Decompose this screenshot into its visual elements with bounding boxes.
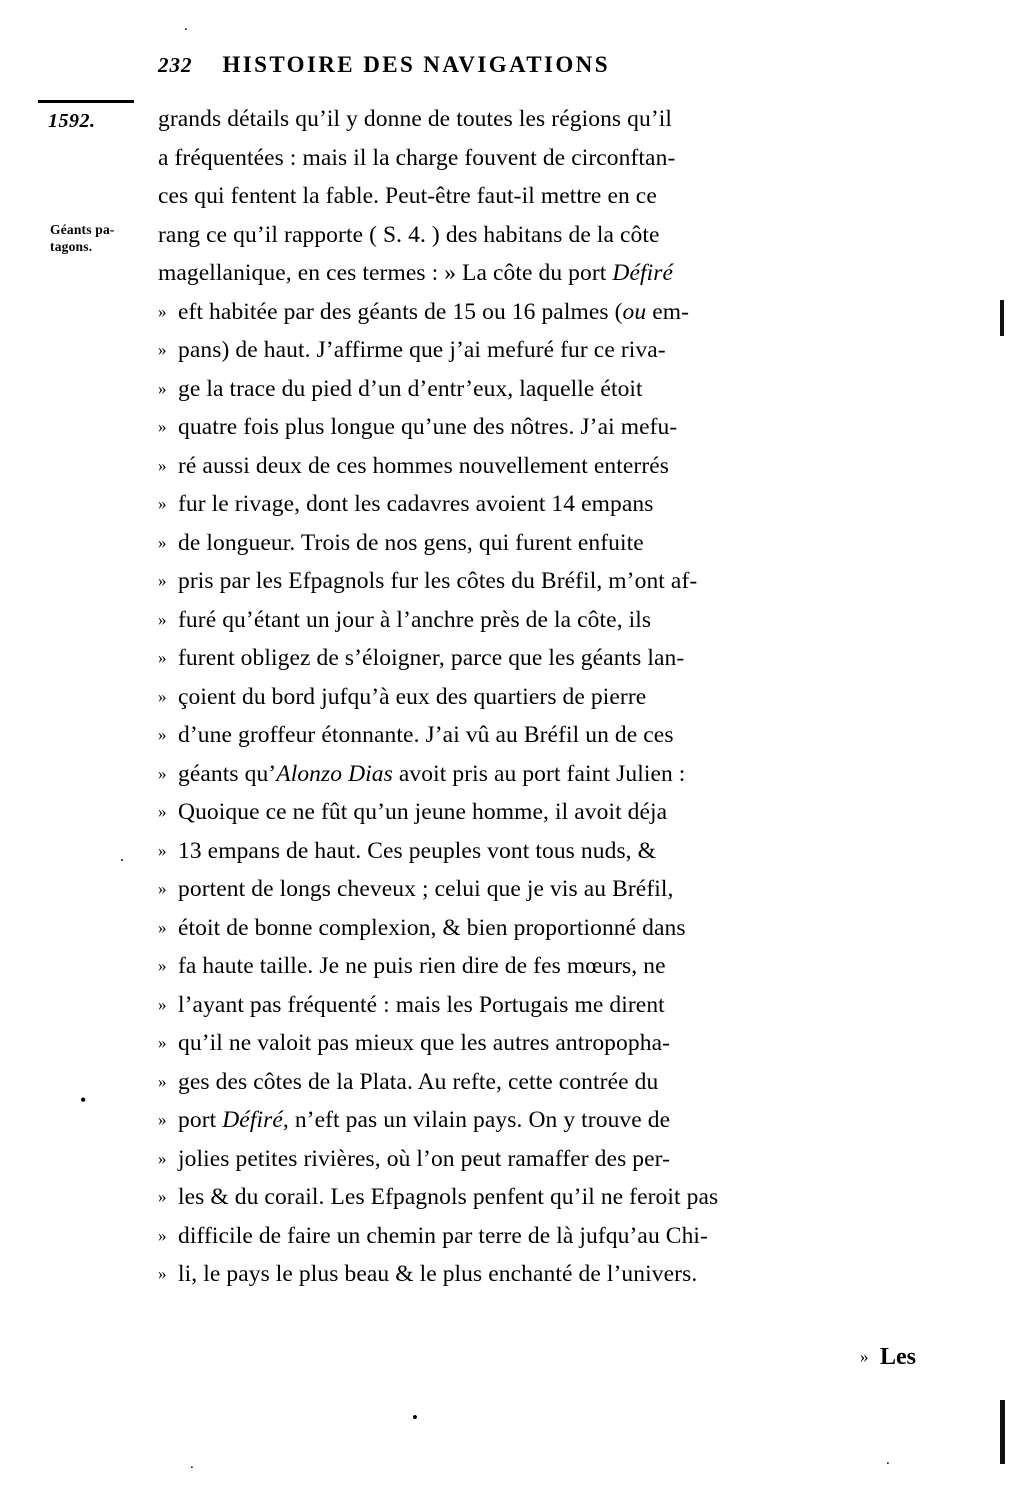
text-line xyxy=(158,1178,958,1217)
text-line-content: qu’il ne valoit pas mieux que les autres antropopha- xyxy=(178,1030,671,1056)
ink-speck-margin-2: • xyxy=(80,1090,87,1110)
quote-marker: » xyxy=(158,455,167,475)
quote-marker: » xyxy=(158,763,167,783)
text-line-content: les & du corail. Les Efpagnols penfent qu’il ne feroit pas xyxy=(178,1184,719,1210)
text-line-content: d’une groffeur étonnante. J’ai vû au Bréfil un de ces xyxy=(178,722,674,748)
text-line-content: pans) de haut. J’affirme que j’ai mefuré fur ce riva- xyxy=(178,337,666,363)
ink-speck-bottom-left: . xyxy=(190,1456,194,1472)
text-line-content: eft habitée par des géants de 15 ou 16 palmes (ou em- xyxy=(178,298,690,325)
text-line-content: difficile de faire un chemin par terre de là jufqu’au Chi- xyxy=(178,1222,708,1249)
quote-marker: » xyxy=(158,802,167,821)
quote-marker: » xyxy=(158,840,167,860)
text-line xyxy=(158,678,958,717)
page-header xyxy=(158,52,958,78)
running-title: HISTOIRE DES NAVIGATIONS xyxy=(222,52,610,77)
quote-marker: » xyxy=(158,494,167,513)
page-edge-mark-top xyxy=(1000,300,1004,336)
text-line-content: li, le pays le plus beau & le plus enchanté de l’univers. xyxy=(178,1261,698,1287)
text-line xyxy=(158,1024,958,1063)
text-line-content: portent de longs cheveux ; celui que je vis au Bréfil, xyxy=(178,876,674,902)
text-line-content: de longueur. Trois de nos gens, qui furent enfuite xyxy=(178,529,644,556)
text-line xyxy=(158,293,958,332)
text-line-content: magellanique, en ces termes : » La côte du port Défiré xyxy=(158,260,674,286)
text-line xyxy=(158,447,958,486)
text-line xyxy=(158,485,958,524)
quote-marker: » xyxy=(158,994,167,1014)
text-line-content: ré aussi deux de ces hommes nouvellement enterrés xyxy=(178,452,670,479)
text-line-content: furent obligez de s’éloigner, parce que les géants lan- xyxy=(178,645,685,671)
text-line xyxy=(158,755,958,794)
text-line xyxy=(158,909,958,948)
text-line xyxy=(158,601,958,640)
body-text xyxy=(158,100,958,1294)
text-line-content: pris par les Efpagnols fur les côtes du Bréfil, m’ont af- xyxy=(178,568,698,594)
ink-speck-bottom-right: . xyxy=(886,1452,890,1468)
catchword-text: Les xyxy=(880,1344,916,1370)
quote-marker: » xyxy=(158,879,167,898)
quote-marker: » xyxy=(158,725,167,744)
quote-marker: » xyxy=(860,1347,869,1366)
ink-speck-top: . xyxy=(184,18,188,34)
text-line-content: furé qu’étant un jour à l’anchre près de la côte, ils xyxy=(178,606,652,633)
catchword xyxy=(860,1344,916,1371)
text-line-content: géants qu’Alonzo Dias avoit pris au port faint Julien : xyxy=(178,760,686,787)
text-line-content: çoient du bord jufqu’à eux des quartiers de pierre xyxy=(178,683,647,710)
quote-marker: » xyxy=(158,609,167,629)
quote-marker: » xyxy=(158,1071,167,1091)
text-line xyxy=(158,408,958,447)
quote-marker: » xyxy=(158,378,167,398)
quote-marker: » xyxy=(158,1148,167,1168)
quote-marker: » xyxy=(158,301,167,321)
margin-note: Géants pa- tagons. xyxy=(50,222,115,254)
text-line-content: ges des côtes de la Plata. Au refte, cette contrée du xyxy=(178,1068,659,1095)
text-line xyxy=(158,870,958,909)
text-line xyxy=(158,947,958,986)
text-line-content: Quoique ce ne fût qu’un jeune homme, il avoit déja xyxy=(178,799,668,825)
page-edge-mark-bottom xyxy=(1000,1400,1005,1464)
text-line xyxy=(158,100,958,139)
text-line xyxy=(158,1255,958,1294)
text-line xyxy=(158,639,958,678)
text-line xyxy=(158,177,958,216)
text-line xyxy=(158,832,958,871)
quote-marker: » xyxy=(158,1187,167,1206)
margin-year: 1592. xyxy=(48,110,96,132)
ink-speck-bottom: • xyxy=(412,1408,418,1427)
text-line-content: 13 empans de haut. Ces peuples vont tous nuds, & xyxy=(178,837,657,864)
text-line xyxy=(158,1101,958,1140)
quote-marker: » xyxy=(158,1264,167,1283)
quote-marker: » xyxy=(158,1033,167,1052)
text-line-content: a fréquentées : mais il la charge fouvent de circonftan- xyxy=(158,144,676,171)
text-line xyxy=(158,1063,958,1102)
text-line xyxy=(158,1217,958,1256)
text-line-content: étoit de bonne complexion, & bien proportionné dans xyxy=(178,914,686,941)
text-line xyxy=(158,216,958,255)
text-line-content: grands détails qu’il y donne de toutes les régions qu’il xyxy=(158,106,673,132)
quote-marker: » xyxy=(158,417,167,436)
text-line xyxy=(158,716,958,755)
text-line-content: port Défiré, n’eft pas un vilain pays. On y trouve de xyxy=(178,1107,671,1133)
folio-number: 232 xyxy=(158,53,193,77)
quote-marker: » xyxy=(158,532,167,552)
quote-marker: » xyxy=(158,1225,167,1245)
quote-marker: » xyxy=(158,956,167,975)
text-line xyxy=(158,793,958,832)
text-line-content: fa haute taille. Je ne puis rien dire de fes mœurs, ne xyxy=(178,953,666,979)
text-line xyxy=(158,562,958,601)
text-line xyxy=(158,254,958,293)
text-line-content: quatre fois plus longue qu’une des nôtres. J’ai mefu- xyxy=(178,414,678,440)
text-line xyxy=(158,1140,958,1179)
quote-marker: » xyxy=(158,686,167,706)
text-line-content: rang ce qu’il rapporte ( S. 4. ) des habitans de la côte xyxy=(158,221,660,248)
margin-rule xyxy=(38,100,134,103)
quote-marker: » xyxy=(158,340,167,359)
text-line-content: fur le rivage, dont les cadavres avoient 14 empans xyxy=(178,491,654,517)
text-line xyxy=(158,370,958,409)
text-line-content: l’ayant pas fréquenté : mais les Portugais me dirent xyxy=(178,991,665,1018)
text-line xyxy=(158,331,958,370)
ink-speck-margin-1: . xyxy=(120,848,124,865)
quote-marker: » xyxy=(158,648,167,667)
text-line xyxy=(158,139,958,178)
text-line-content: ces qui fentent la fable. Peut-être faut-il mettre en ce xyxy=(158,183,657,209)
text-line xyxy=(158,524,958,563)
text-line xyxy=(158,986,958,1025)
quote-marker: » xyxy=(158,1110,167,1129)
text-line-content: jolies petites rivières, où l’on peut ramaffer des per- xyxy=(178,1145,671,1172)
quote-marker: » xyxy=(158,917,167,937)
quote-marker: » xyxy=(158,571,167,590)
text-line-content: ge la trace du pied d’un d’entr’eux, laquelle étoit xyxy=(178,375,643,402)
